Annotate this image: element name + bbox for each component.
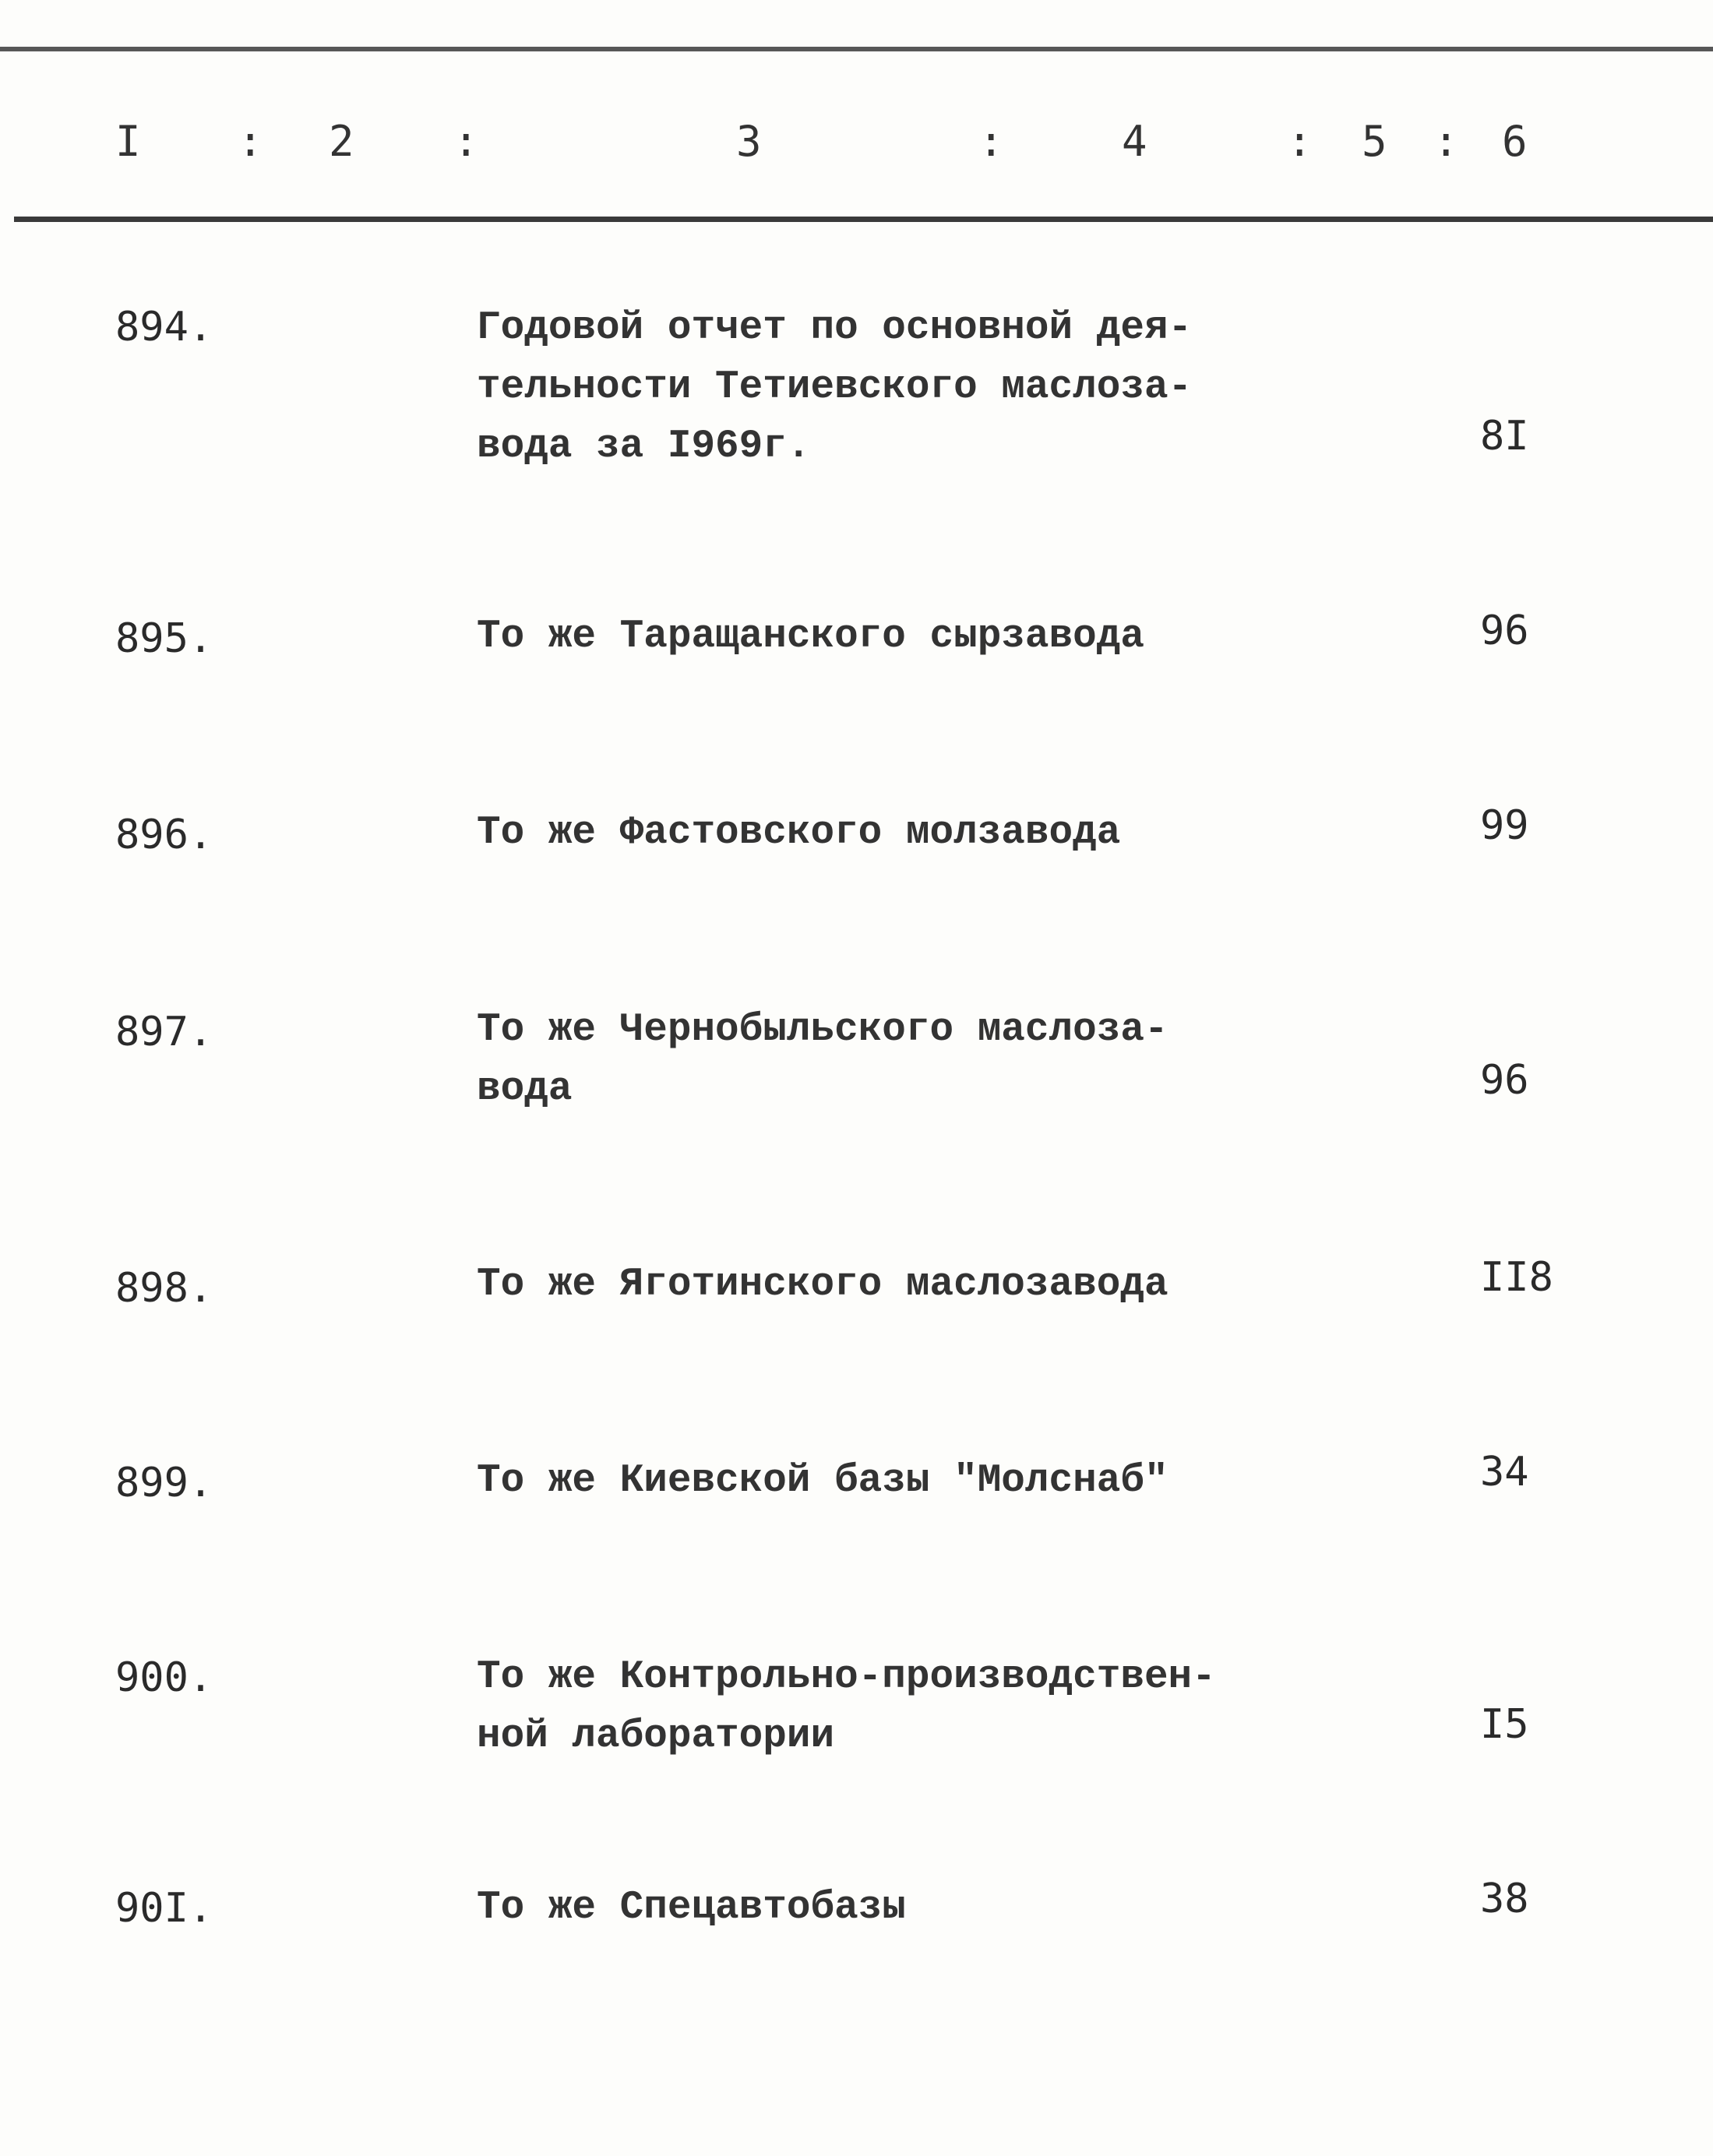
item-number: 900. [115,1654,213,1701]
item-title-line: То же Киевской базы "Молснаб" [477,1459,1168,1503]
item-number: 897. [115,1009,213,1055]
item-title-line: вода [477,1067,573,1111]
item-title-line: То же Фастовского молзавода [477,811,1121,855]
page-count: 99 [1480,802,1529,849]
item-number: 899. [115,1460,213,1506]
item-number: 896. [115,812,213,858]
column-header-6: 6 [1502,117,1528,166]
column-separator: : [238,117,263,166]
page-count: 38 [1480,1876,1529,1922]
item-title-line: ной лаборатории [477,1714,835,1759]
item-title-line: То же Яготинского маслозавода [477,1263,1168,1307]
page-count: I5 [1480,1701,1529,1748]
column-separator: : [453,117,479,166]
item-number: 895. [115,615,213,662]
page-count: 96 [1480,608,1529,654]
item-title-line: тельности Тетиевского маслоза- [477,365,1193,410]
header-top-rule [0,47,1713,51]
item-number: 894. [115,304,213,351]
item-number: 90I. [115,1885,213,1932]
page-count: 96 [1480,1057,1529,1104]
header-bottom-rule [14,217,1713,222]
column-header-3: 3 [736,117,762,166]
item-number: 898. [115,1265,213,1312]
page-count: 34 [1480,1449,1529,1495]
column-header-5: 5 [1362,117,1387,166]
column-separator: : [978,117,1004,166]
column-header-2: 2 [329,117,354,166]
item-title-line: Годовой отчет по основной дея- [477,306,1193,351]
item-title-line: То же Контрольно-производствен- [477,1655,1216,1700]
column-separator: : [1433,117,1459,166]
column-separator: : [1287,117,1313,166]
item-title-line: То же Чернобыльского маслоза- [477,1008,1168,1052]
column-header-4: 4 [1122,117,1147,166]
item-title-line: То же Спецавтобазы [477,1886,906,1930]
page-count: II8 [1480,1254,1553,1301]
item-title-line: То же Таращанского сырзавода [477,615,1144,659]
item-title-line: вода за I969г. [477,425,811,469]
column-header-1: I [115,117,141,166]
page-count: 8I [1480,413,1529,460]
